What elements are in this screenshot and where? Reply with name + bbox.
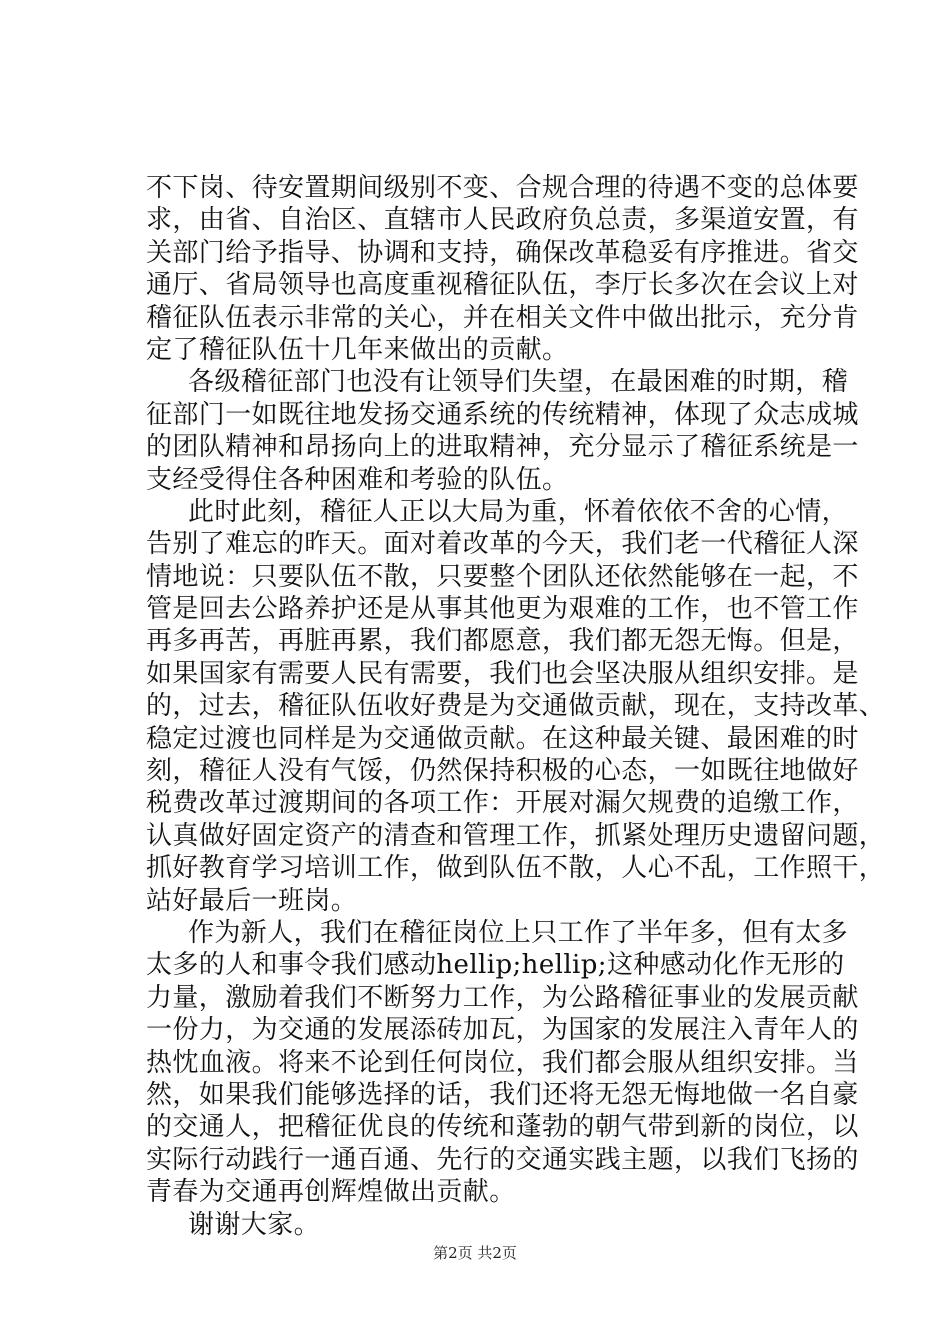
text-line: 的团队精神和昂扬向上的进取精神，充分显示了稽征系统是一 [146, 432, 859, 463]
text-line: 稽征队伍表示非常的关心，并在相关文件中做出批示，充分肯 [146, 302, 859, 333]
text-line: 如果国家有需要人民有需要，我们也会坚决服从组织安排。是 [146, 658, 859, 689]
text-line: 不下岗、待安置期间级别不变、合规合理的待遇不变的总体要 [146, 173, 859, 203]
text-line: 刻，稽征人没有气馁，仍然保持积极的心态，一如既往地做好 [146, 756, 859, 787]
paragraph [146, 366, 859, 496]
text-line: 热忱血液。将来不论到任何岗位，我们都会服从组织安排。当 [146, 1047, 859, 1078]
text-line: 的，过去，稽征队伍收好费是为交通做贡献，现在，支持改革、 [146, 691, 886, 722]
paragraph [146, 172, 859, 366]
text-line: 各级稽征部门也没有让领导们失望，在最困难的时期，稽 [188, 367, 849, 398]
text-line: 支经受得住各种困难和考验的队伍。 [146, 464, 569, 495]
text-line: 稳定过渡也同样是为交通做贡献。在这种最关键、最困难的时 [146, 723, 859, 754]
text-line: 谢谢大家。 [188, 1209, 321, 1240]
text-line: 通厅、省局领导也高度重视稽征队伍，李厅长多次在会议上对 [146, 270, 859, 301]
text-line: 认真做好固定资产的清查和管理工作，抓紧处理历史遗留问题， [146, 820, 886, 851]
text-line: 力量，激励着我们不断努力工作，为公路稽征事业的发展贡献 [146, 982, 859, 1013]
paragraph [146, 917, 859, 1209]
paragraph [146, 496, 886, 917]
text-line: 的交通人，把稽征优良的传统和蓬勃的朝气带到新的岗位，以 [146, 1112, 859, 1143]
text-line: 此时此刻，稽征人正以大局为重，怀着依依不舍的心情， [188, 496, 849, 527]
text-line: 税费改革过渡期间的各项工作：开展对漏欠规费的追缴工作， [146, 788, 859, 819]
text-line: 管是回去公路养护还是从事其他更为艰难的工作，也不管工作 [146, 594, 859, 625]
text-line: 实际行动践行一通百通、先行的交通实践主题，以我们飞扬的 [146, 1144, 859, 1175]
page-number-footer: 第2页 共2页 [433, 1244, 517, 1262]
text-line: 求，由省、自治区、直辖市人民政府负总责，多渠道安置，有 [146, 205, 859, 236]
text-line: 太多的人和事令我们感动hellip;hellip;这种感动化作无形的 [146, 950, 845, 981]
text-line: 青春为交通再创辉煌做出贡献。 [146, 1177, 516, 1208]
document-body [146, 172, 886, 1241]
text-line: 然，如果我们能够选择的话，我们还将无怨无悔地做一名自豪 [146, 1079, 859, 1110]
text-line: 征部门一如既往地发扬交通系统的传统精神，体现了众志成城 [146, 399, 859, 430]
text-line: 抓好教育学习培训工作，做到队伍不散，人心不乱，工作照干， [146, 853, 886, 884]
text-line: 告别了难忘的昨天。面对着改革的今天，我们老一代稽征人深 [146, 529, 859, 560]
text-line: 再多再苦，再脏再累，我们都愿意，我们都无怨无悔。但是， [146, 626, 859, 657]
text-line: 作为新人，我们在稽征岗位上只工作了半年多，但有太多 [188, 917, 849, 948]
text-line: 情地说：只要队伍不散，只要整个团队还依然能够在一起，不 [146, 561, 859, 592]
text-line: 关部门给予指导、协调和支持，确保改革稳妥有序推进。省交 [146, 237, 859, 268]
text-line: 站好最后一班岗。 [146, 885, 358, 916]
paragraph [146, 1209, 806, 1241]
text-line: 定了稽征队伍十几年来做出的贡献。 [146, 334, 569, 365]
text-line: 一份力，为交通的发展添砖加瓦，为国家的发展注入青年人的 [146, 1015, 859, 1046]
